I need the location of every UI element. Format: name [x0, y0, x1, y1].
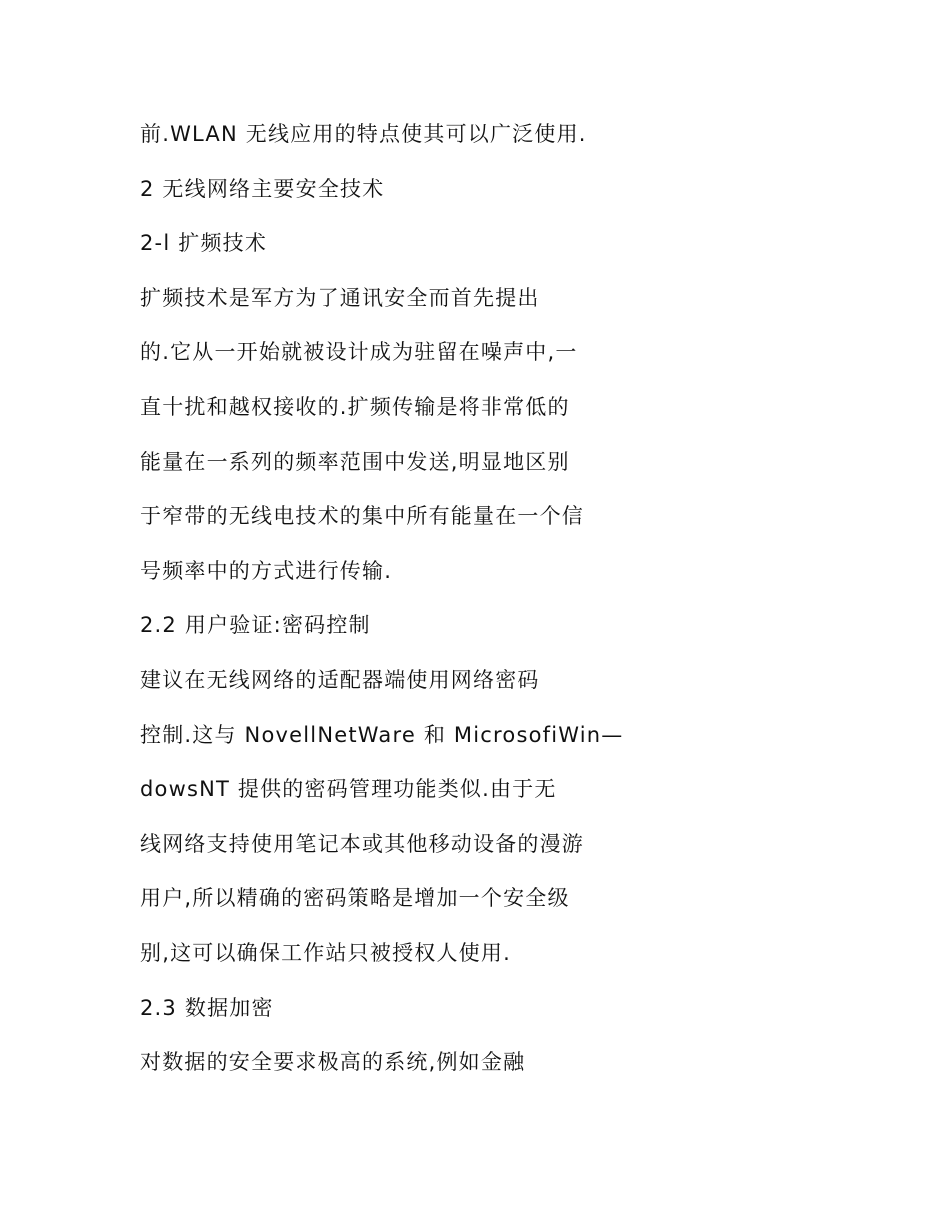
text-line: 别,这可以确保工作站只被授权人使用. — [140, 940, 511, 965]
subsection-heading: 2-l 扩频技术 — [140, 231, 268, 256]
text-line: 前.WLAN 无线应用的特点使其可以广泛使用. — [140, 122, 587, 146]
section-heading: 2 无线网络主要安全技术 — [140, 176, 385, 201]
text-line: 建议在无线网络的适配器端使用网络密码 — [140, 667, 540, 692]
text-line: 于窄带的无线电技术的集中所有能量在一个信 — [140, 504, 584, 529]
text-body — [140, 107, 840, 1090]
text-line: 的.它从一开始就被设计成为驻留在噪声中,一 — [140, 340, 578, 365]
text-line: dowsNT 提供的密码管理功能类似.由于无 — [140, 777, 557, 802]
text-line: 用户,所以精确的密码策略是增加一个安全级 — [140, 886, 570, 911]
text-line: 能量在一系列的频率范围中发送,明显地区别 — [140, 449, 570, 474]
text-line: 控制.这与 NovellNetWare 和 MicrosofiWin— — [140, 722, 624, 747]
text-line: 号频率中的方式进行传输. — [140, 558, 393, 583]
text-line: 线网络支持使用笔记本或其他移动设备的漫游 — [140, 831, 584, 856]
subsection-heading: 2.2 用户验证:密码控制 — [140, 613, 371, 638]
text-line: 扩频技术是军方为了通讯安全而首先提出 — [140, 285, 540, 310]
text-line: 直十扰和越权接收的.扩频传输是将非常低的 — [140, 394, 570, 419]
text-line: 对数据的安全要求极高的系统,例如金融 — [140, 1050, 526, 1075]
subsection-heading: 2.3 数据加密 — [140, 995, 274, 1020]
